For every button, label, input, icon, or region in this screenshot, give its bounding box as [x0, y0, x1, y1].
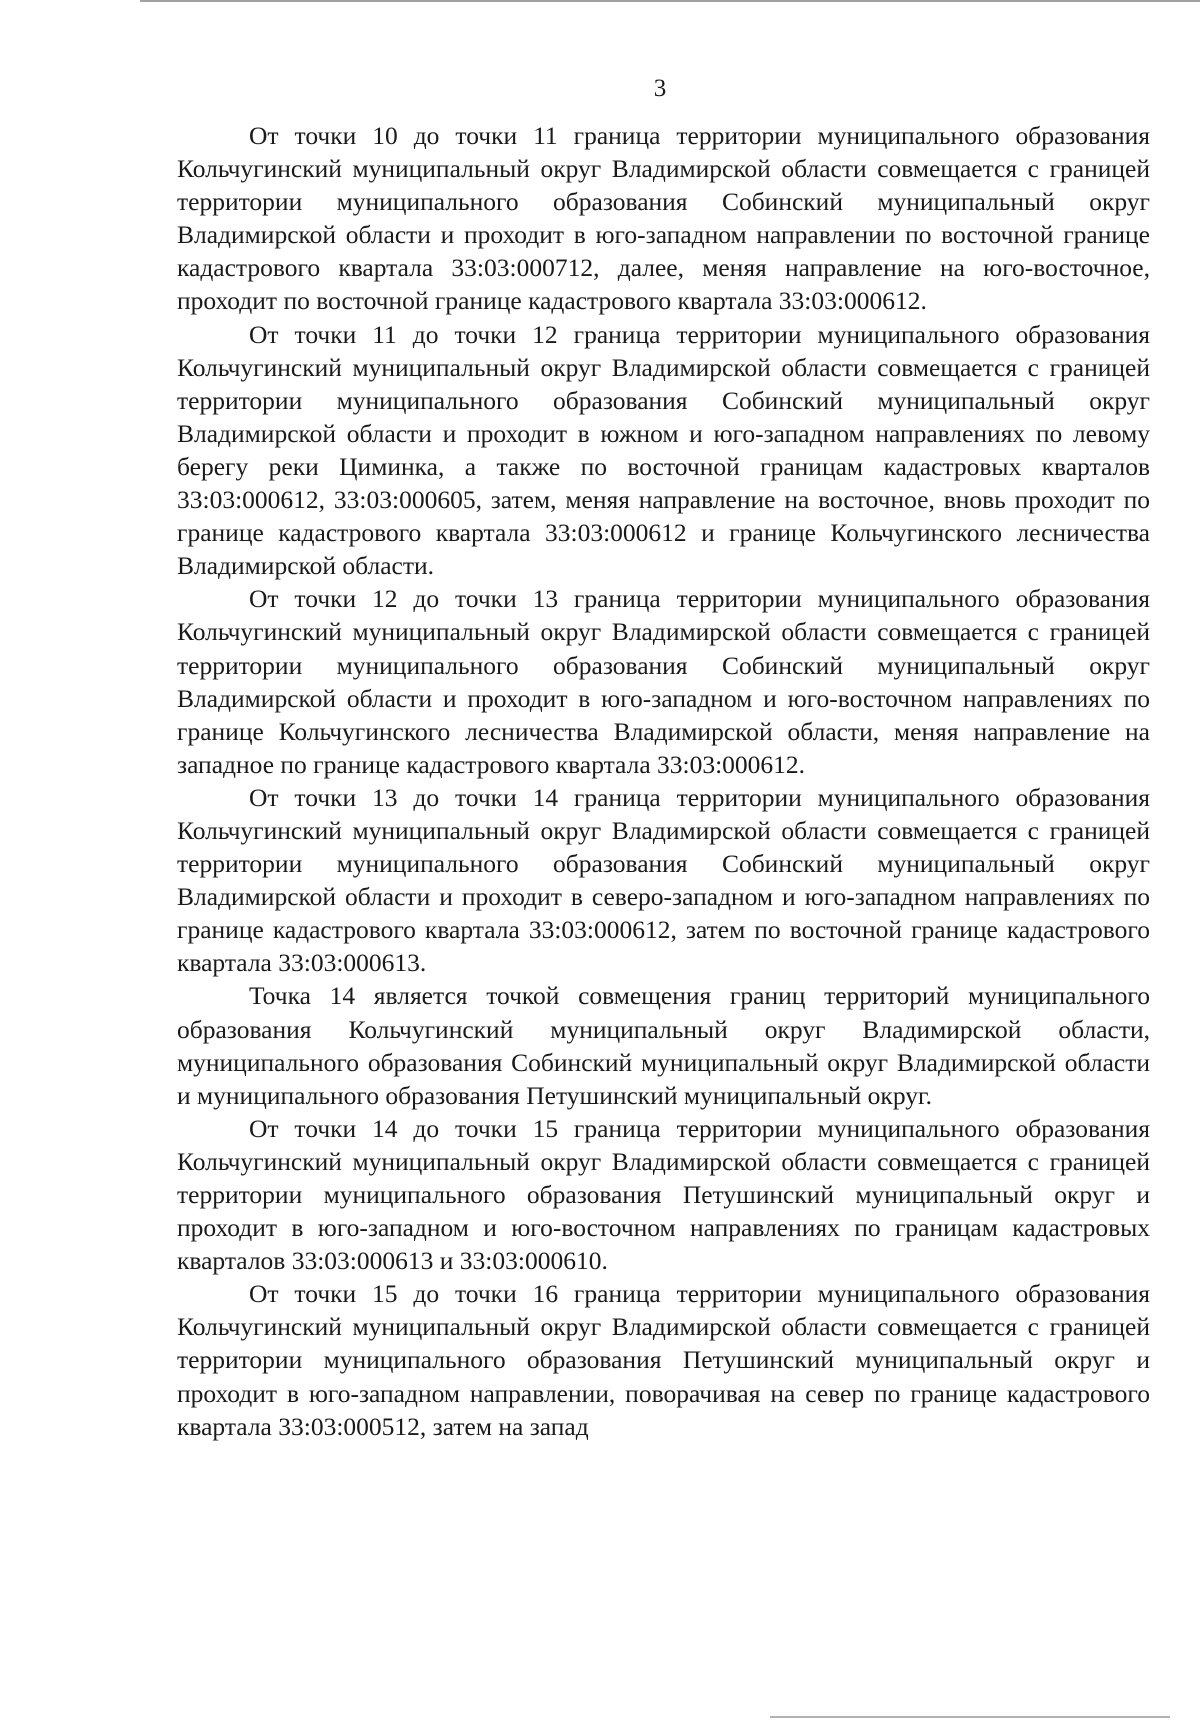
page-number: 3: [653, 75, 667, 102]
paragraph-4: От точки 13 до точки 14 граница территории муниципального образования Кольчугинский муниципальный округ Владимирской области совмещается с границей территории муниципального образования Собинский муниципальный округ Владимирской области и проходит в северо-западном и юго-западном направлениях по границе кадастрового квартала 33:03:000612, затем по восточной границе кадастрового квартала 33:03:000613.: [177, 782, 1150, 978]
document-body: [177, 119, 1150, 1443]
scan-edge-top: [140, 0, 1200, 2]
paragraph-3: От точки 12 до точки 13 граница территории муниципального образования Кольчугинский муниципальный округ Владимирской области совмещается с границей территории муниципального образования Собинский муниципальный округ Владимирской области и проходит в юго-западном и юго-восточном направлениях по границе Кольчугинского лесничества Владимирской области, меняя направление на западное по границе кадастрового квартала 33:03:000612.: [177, 584, 1150, 779]
paragraph-5: Точка 14 является точкой совмещения границ территорий муниципального образования Кольчугинский муниципальный округ Владимирской области, муниципального образования Собинский муниципальный округ Владимирской области и муниципального образования Петушинский муниципальный округ.: [177, 981, 1150, 1110]
paragraph-6: От точки 14 до точки 15 граница территории муниципального образования Кольчугинский муниципальный округ Владимирской области совмещается с границей территории муниципального образования Петушинский муниципальный округ и проходит в юго-западном и юго-восточном направлениях по границам кадастровых кварталов 33:03:000613 и 33:03:000610.: [177, 1113, 1150, 1276]
paragraph-1: От точки 10 до точки 11 граница территории муниципального образования Кольчугинский муниципальный округ Владимирской области совмещается с границей территории муниципального образования Собинский муниципальный округ Владимирской области и проходит в юго-западном направлении по восточной границе кадастрового квартала 33:03:000712, далее, меняя направление на юго-восточное, проходит по восточной границе кадастрового квартала 33:03:000612.: [177, 121, 1150, 316]
scan-edge-bottom: [770, 1716, 1170, 1718]
paragraph-7: От точки 15 до точки 16 граница территории муниципального образования Кольчугинский муниципальный округ Владимирской области совмещается с границей территории муниципального образования Петушинский муниципальный округ и проходит в юго-западном направлении, поворачивая на север по границе кадастрового квартала 33:03:000512, затем на запад: [177, 1279, 1150, 1441]
paragraph-2: От точки 11 до точки 12 граница территории муниципального образования Кольчугинский муниципальный округ Владимирской области совмещается с границей территории муниципального образования Собинский муниципальный округ Владимирской области и проходит в южном и юго-западном направлениях по левому берегу реки Циминка, а также по восточной границам кадастровых кварталов 33:03:000612, 33:03:000605, затем, меняя направление на восточное, вновь проходит по границе кадастрового квартала 33:03:000612 и границе Кольчугинского лесничества Владимирской области.: [177, 319, 1150, 581]
